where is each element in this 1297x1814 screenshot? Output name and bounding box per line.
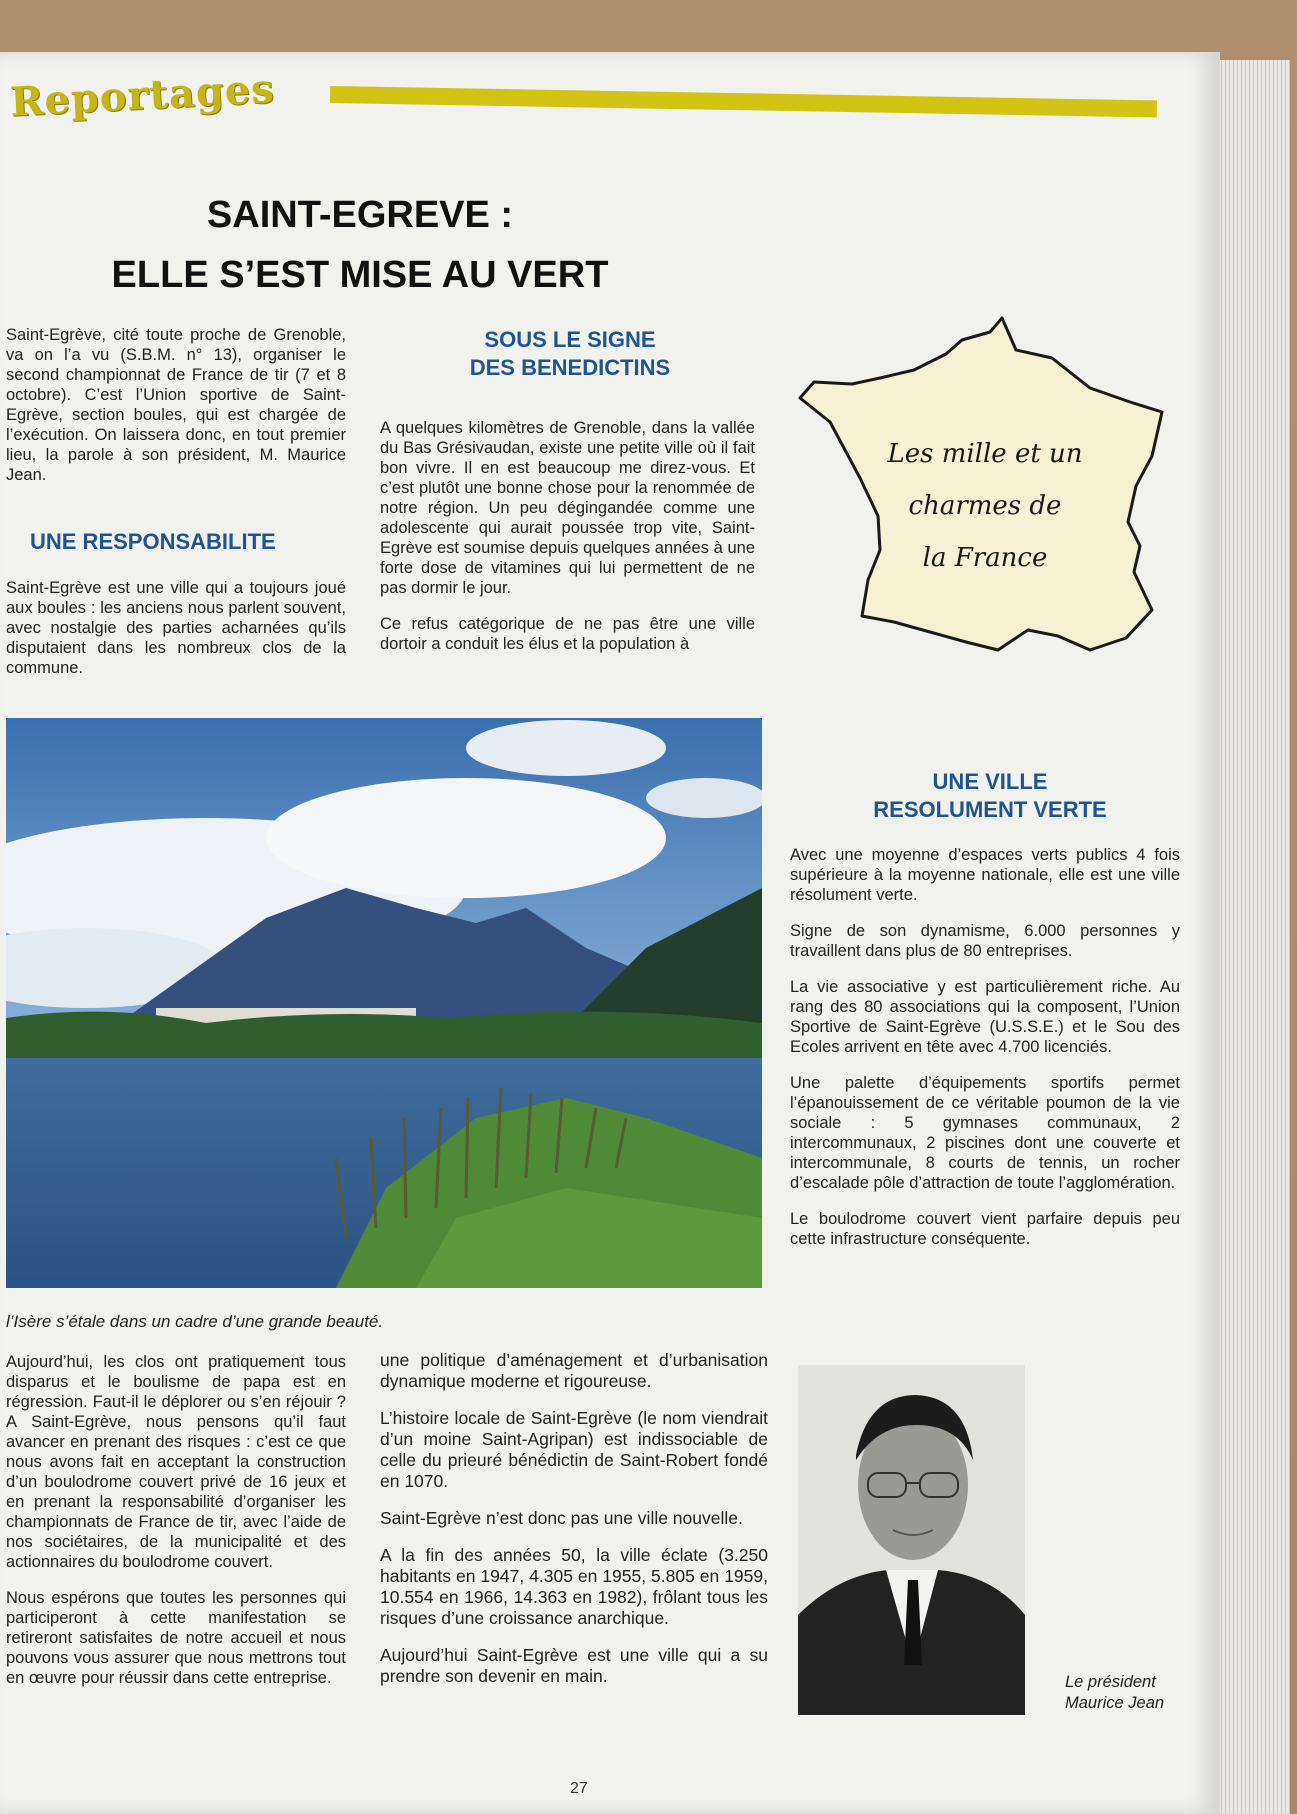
ville-verte-paragraph-2: Signe de son dynamisme, 6.000 personnes y travaillent dans plus de 80 entreprises. xyxy=(790,922,1180,960)
ville-verte-paragraph-1: Avec une moyenne d’espaces verts publics 4 fois supérieure à la moyenne nationale, elle est une ville résolument verte. xyxy=(790,846,1180,904)
benedictins-column xyxy=(380,418,755,670)
section-header: Reportages xyxy=(8,65,276,126)
bottom-left-column xyxy=(6,1352,346,1704)
heading-ville-verte xyxy=(840,768,1140,824)
bottom-middle-paragraph-1: une politique d’aménagement et d’urbanisation dynamique moderne et rigoureuse. xyxy=(380,1350,768,1391)
france-map xyxy=(790,310,1180,690)
bottom-left-paragraph-2: Nous espérons que toutes les personnes qui participeront à cette manifestation se retireront satisfaites de notre accueil et nous pouvons vous assurer que nous mettrons tout en œuvre pour réussir dans cette entreprise. xyxy=(6,1589,346,1687)
heading-ville-verte-line-2: RESOLUMENT VERTE xyxy=(873,797,1107,822)
intro-paragraph: Saint-Egrève, cité toute proche de Grenoble, va on l’a vu (S.B.M. n° 13), organiser le second championnat de France de tir (7 et 8 octobre). C’est l’Union sportive de Saint-Egrève, section boules, qui est chargée de l’exécution. On laissera donc, en tout premier lieu, la parole à son président, M. Maurice Jean. xyxy=(6,326,346,484)
bottom-middle-paragraph-2: L’histoire locale de Saint-Egrève (le nom viendrait d’un moine Saint-Agripan) est indissociable de celle du prieuré bénédictin de Saint-Robert fondé en 1070. xyxy=(380,1408,768,1491)
bottom-left-paragraph-1: Aujourd’hui, les clos ont pratiquement tous disparus et le boulisme de papa est en régression. Faut-il le déplorer ou s’en réjouir ? A Saint-Egrève, nous pensons qu’il faut avancer en prenant des risques : c’est ce que nous avons fait en acceptant la construction d’un boulodrome couvert privé de 16 jeux et en prenant la responsabilité d’organiser les championnats de France de tir, avec l’aide de nos sociétaires, de la municipalité et des actionnaires du boulodrome couvert. xyxy=(6,1353,346,1571)
benedictins-paragraph-2: Ce refus catégorique de ne pas être une ville dortoir a conduit les élus et la population à xyxy=(380,615,755,653)
portrait-caption-line-1: Le président xyxy=(1065,1673,1156,1691)
page-edges xyxy=(1210,60,1290,1814)
heading-benedictins-line-1: SOUS LE SIGNE xyxy=(484,327,656,352)
page-number: 27 xyxy=(570,1780,588,1797)
bottom-middle-paragraph-4: A la fin des années 50, la ville éclate (3.250 habitants en 1947, 4.305 en 1955, 5.805 en 1959, 10.554 en 1966, 14.363 en 1982), frôlant tous les risques d’une croissance anarchique. xyxy=(380,1545,768,1628)
heading-ville-verte-line-1: UNE VILLE xyxy=(932,769,1048,794)
heading-benedictins xyxy=(380,326,760,382)
map-text-line-2: charmes de xyxy=(908,491,1062,521)
responsabilite-column xyxy=(6,578,346,694)
portrait-caption xyxy=(1065,1672,1164,1714)
ville-verte-paragraph-3: La vie associative y est particulièrement riche. Au rang des 80 associations qui la composent, l’Union Sportive de Saint-Egrève (U.S.S.E.) et le Sou des Ecoles arrivent en tête avec 4.700 licenciés. xyxy=(790,978,1180,1056)
map-text-line-1: Les mille et un xyxy=(887,439,1083,469)
ville-verte-column xyxy=(790,845,1180,1265)
president-portrait xyxy=(798,1365,1025,1715)
ville-verte-paragraph-5: Le boulodrome couvert vient parfaire depuis peu cette infrastructure conséquente. xyxy=(790,1210,1180,1248)
heading-responsabilite: UNE RESPONSABILITE xyxy=(30,529,276,554)
bottom-middle-paragraph-3: Saint-Egrève n’est donc pas une ville nouvelle. xyxy=(380,1508,743,1528)
ville-verte-paragraph-4: Une palette d’équipements sportifs permet l’épanouissement de ce véritable poumon de la vie sociale : 5 gymnases communaux, 2 intercommunaux, 2 piscines dont une couverte et intercommunale, 8 courts de tennis, un rocher d’escalade pôle d’attraction de toute l’agglomération. xyxy=(790,1074,1180,1192)
photo-caption: l’Isère s’étale dans un cadre d’une grande beauté. xyxy=(6,1312,384,1331)
heading-benedictins-line-2: DES BENEDICTINS xyxy=(469,355,671,380)
article-title xyxy=(60,185,660,305)
france-outline xyxy=(800,318,1162,650)
portrait-drawing xyxy=(798,1365,1025,1715)
portrait-caption-line-2: Maurice Jean xyxy=(1065,1694,1165,1712)
bottom-middle-paragraph-5: Aujourd’hui Saint-Egrève est une ville qui a su prendre son devenir en main. xyxy=(380,1645,768,1686)
lake-photo xyxy=(6,718,762,1288)
bottom-middle-column xyxy=(380,1350,768,1703)
benedictins-paragraph-1: A quelques kilomètres de Grenoble, dans la vallée du Bas Grésivaudan, existe une petite ville où il fait bon vivre. Il en est beaucoup me direz-vous. Et c’est plutôt une bonne chose pour la renommée de notre région. Un peu dégingandée comme une adolescente qui aurait poussée trop vite, Saint-Egrève est soumise depuis quelques années à une forte dose de vitamines qui lui permettent de ne pas dormir le jour. xyxy=(380,419,755,597)
intro-column xyxy=(6,325,346,501)
lake-photo-drawing xyxy=(6,718,762,1288)
map-text-line-3: la France xyxy=(922,543,1048,573)
title-line-1: SAINT-EGREVE : xyxy=(206,194,514,236)
title-line-2: ELLE S’EST MISE AU VERT xyxy=(111,254,609,296)
responsabilite-paragraph: Saint-Egrève est une ville qui a toujours joué aux boules : les anciens nous parlent souvent, avec nostalgie des parties acharnées qu’ils disputaient dans les nombreux clos de la commune. xyxy=(6,579,346,677)
